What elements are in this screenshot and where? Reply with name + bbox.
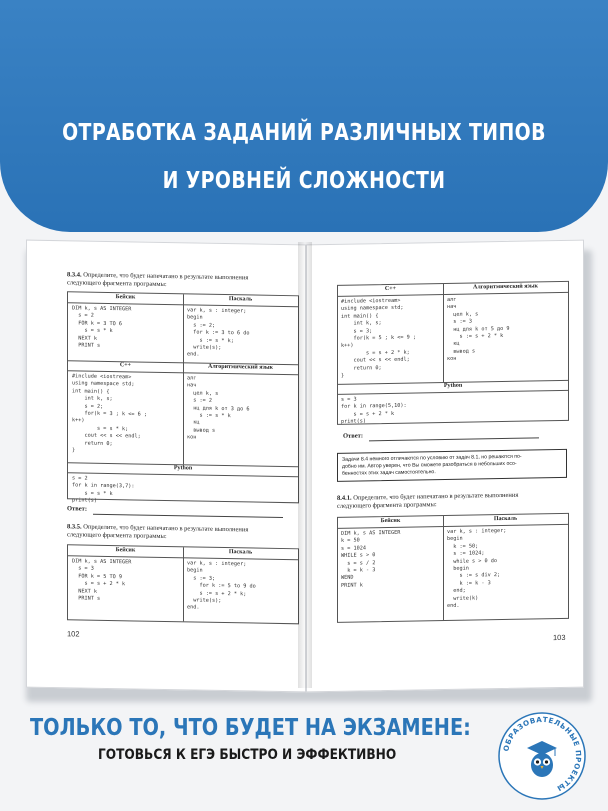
task-number: 8.3.4. — [67, 271, 82, 279]
slogan-sub: ГОТОВЬСЯ К ЕГЭ БЫСТРО И ЭФФЕКТИВНО — [98, 747, 397, 763]
task-text-line-1: Определите, что будет напечатано в результате выполнения — [83, 523, 249, 534]
header-pascal: Паскаль — [493, 515, 518, 523]
header-basic: Бейсик — [380, 517, 401, 525]
task-text-line-2: следующего фрагмента программы: — [67, 531, 167, 541]
answer-label: Ответ: — [343, 432, 364, 440]
table-divider — [183, 294, 184, 464]
task-text-line-1: Определите, что будет напечатано в результате выполнения — [353, 491, 519, 502]
header-basic: Бейсик — [115, 547, 136, 554]
answer-line — [93, 514, 283, 518]
basic-code: DIM k, s AS INTEGER s = 2 FOR k = 3 TO 6 s = s * k NEXT k PRINT s — [72, 305, 132, 349]
note-line-1: Задачи 8.4 немного отличаются по условию от задач 8.1, но решаются по- — [342, 453, 522, 463]
page-number-right: 103 — [553, 632, 566, 643]
task-number: 8.4.1. — [337, 494, 352, 502]
note-line-2: добно им. Автор уверен, что Вы сможете разобраться в небольших осо- — [342, 460, 517, 470]
book-spine — [298, 242, 312, 688]
right-page — [306, 240, 584, 693]
cpp-code: #include <iostream> using namespace std; int main() { int k, s; s = 2; for(k = 3 ; k <= 6 ; k++) s = s * k; cout << s << endl; return 0; } — [72, 373, 147, 454]
task-8-3-4-text — [67, 271, 297, 291]
logo-text: ОБРАЗОВАТЕЛЬНЫЕ ПРОЕКТЫ — [501, 714, 584, 794]
header-algo: Алгоритмический язык — [472, 283, 538, 291]
header-python: Python — [173, 465, 193, 472]
algo-code: алг нач цел k, s s := 3 нц для k от 5 до 9 s := s + 2 * k кц вывод s кон — [447, 296, 510, 363]
algo-code: алг нач цел k, s s := 2 нц для k от 3 до 6 s := s * k кц вывод s кон — [187, 375, 250, 441]
basic-code: DIM k, s AS INTEGER s = 3 FOR k = 5 TO 9 s = s + 2 * k NEXT k PRINT s — [72, 558, 132, 602]
python-code: s = 3 for k in range(5,10): s = s + 2 * k print(s) — [341, 396, 407, 426]
open-book — [20, 242, 592, 700]
task-text-line-2: следующего фрагмента программы: — [337, 501, 437, 510]
header-pascal: Паскаль — [228, 549, 253, 556]
left-page — [26, 240, 306, 693]
answer-label: Ответ: — [67, 505, 88, 513]
table-divider — [443, 516, 444, 620]
title-banner — [0, 0, 608, 232]
note-line-3: бенностях этих задач самостоятельно. — [342, 469, 436, 477]
task-number: 8.3.5. — [67, 523, 82, 531]
pascal-code: var k, s : integer; begin s := 2; for k := 3 to 6 do s := s * k; write(s); end. — [187, 307, 250, 359]
header-basic: Бейсик — [115, 294, 136, 301]
header-cpp: C++ — [384, 285, 397, 293]
basic-code: DIM k, s AS INTEGER k = 50 s = 1024 WHILE s > 0 s = s / 2 k = k - 3 WEND PRINT k — [341, 529, 401, 589]
task-text-line-1: Определите, что будет напечатано в результате выполнения — [83, 271, 249, 282]
task-text-line-2: следующего фрагмента программы: — [67, 279, 167, 289]
task-8-3-5-text — [67, 523, 297, 543]
header-algo: Алгоритмический язык — [207, 363, 273, 371]
table-divider — [183, 547, 184, 621]
code-table-8-3-4 — [67, 291, 299, 503]
answer-line — [369, 437, 539, 441]
code-table-8-4-1 — [337, 513, 569, 623]
header-cpp: C++ — [119, 362, 132, 369]
code-table-8-3-5 — [67, 544, 299, 624]
page-number-left: 102 — [67, 629, 80, 639]
header-pascal: Паскаль — [228, 296, 253, 303]
banner-title-line-1: ОТРАБОТКА ЗАДАНИЙ РАЗЛИЧНЫХ ТИПОВ — [62, 120, 546, 146]
python-code: s = 2 for k in range(3,7): s = s * k print(s) — [72, 475, 135, 505]
publisher-logo — [497, 711, 587, 801]
cpp-code: #include <iostream> using namespace std; int main() { int k, s; s = 3; for(k = 5 ; k <= 9 ; k++) s = s + 2 * k; cout << s << endl; return 0; } — [341, 297, 416, 379]
table-divider — [338, 390, 568, 395]
header-python: Python — [443, 382, 463, 390]
code-table-8-3-5-cont — [337, 281, 569, 425]
slogan-main: ТОЛЬКО ТО, ЧТО БУДЕТ НА ЭКЗАМЕНЕ: — [30, 715, 471, 741]
note-box — [337, 449, 567, 482]
banner-title-line-2: И УРОВНЕЙ СЛОЖНОСТИ — [162, 168, 446, 194]
table-divider — [443, 284, 444, 382]
pascal-code: var k, s : integer; begin k := 50; s := 1024; while s > 0 do begin s := s div 2; k := k - 3 end; write(k) end. — [447, 527, 507, 610]
pascal-code: var k, s : integer; begin s := 3; for k := 5 to 9 do s := s + 2 * k; write(s); end. — [187, 560, 256, 612]
task-8-4-1-text — [337, 491, 572, 511]
